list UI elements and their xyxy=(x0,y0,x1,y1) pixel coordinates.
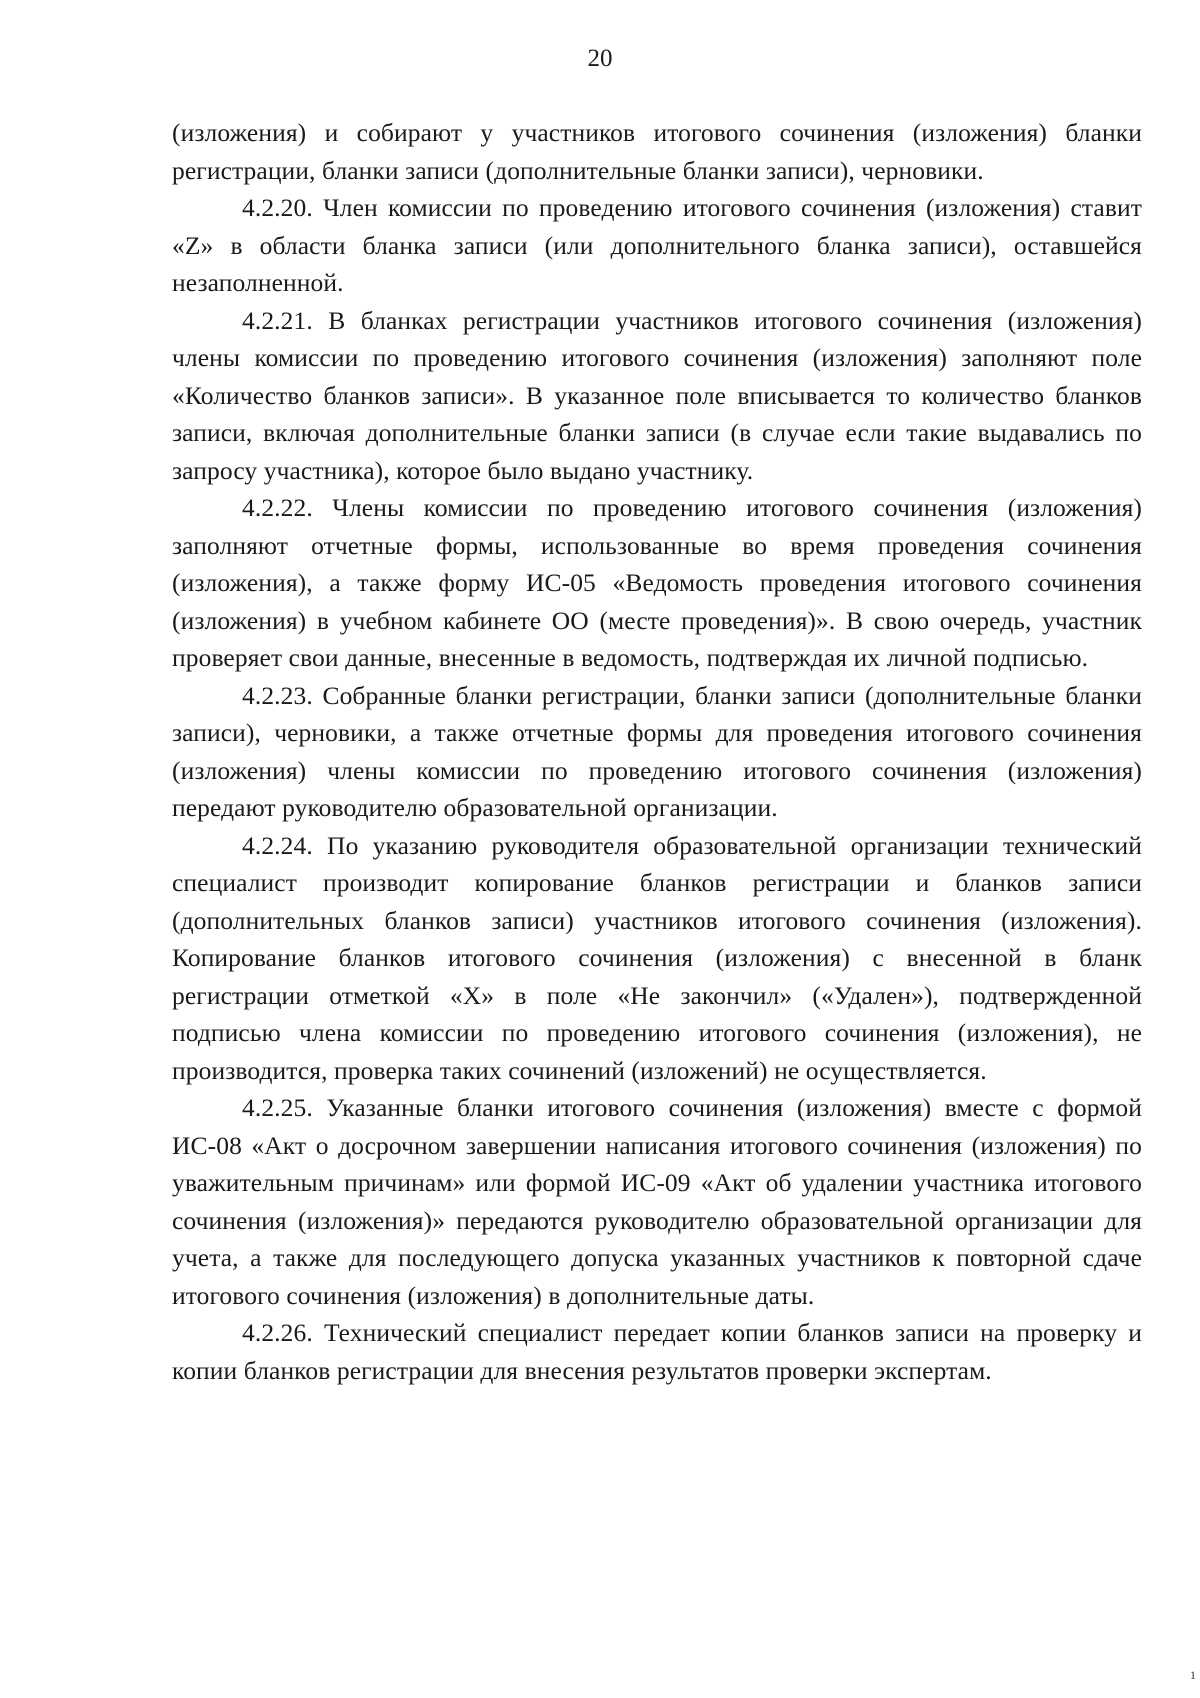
paragraph-continuation: (изложения) и собирают у участников итогового сочинения (изложения) бланки регистрации, бланки записи (дополнительные бланки записи), черновики. xyxy=(172,118,1142,185)
paragraph-4-2-26: 4.2.26. Технический специалист передает копии бланков записи на проверку и копии бланков регистрации для внесения результатов проверки экспертам. xyxy=(172,1318,1142,1385)
page-number: 20 xyxy=(587,45,613,72)
paragraph-4-2-21: 4.2.21. В бланках регистрации участников итогового сочинения (изложения) члены комиссии по проведению итогового сочинения (изложения) заполняют поле «Количество бланков записи». В указанное поле вписывается то количество бланков записи, включая дополнительные бланки записи (в случае если такие выдавались по запросу участника), которое было выдано участнику. xyxy=(172,305,1142,485)
paragraph-4-2-25: 4.2.25. Указанные бланки итогового сочинения (изложения) вместе с формой ИС-08 «Акт о досрочном завершении написания итогового сочинения (изложения) по уважительным причинам» или формой ИС-09 «Акт об удалении участника итогового сочинения (изложения)» передаются руководителю образовательной организации для учета, а также для последующего допуска указанных участников к повторной сдаче итогового сочинения (изложения) в дополнительные даты. xyxy=(172,1093,1142,1310)
paragraph-4-2-22: 4.2.22. Члены комиссии по проведению итогового сочинения (изложения) заполняют отчетные формы, использованные во время проведения сочинения (изложения), а также форму ИС-05 «Ведомость проведения итогового сочинения (изложения) в учебном кабинете ОО (месте проведения)». В свою очередь, участник проверяет свои данные, внесенные в ведомость, подтверждая их личной подписью. xyxy=(172,493,1142,672)
document-body xyxy=(172,114,1142,1389)
paragraph-4-2-20: 4.2.20. Член комиссии по проведению итогового сочинения (изложения) ставит «Z» в области бланка записи (или дополнительного бланка записи), оставшейся незаполненной. xyxy=(172,193,1142,297)
paragraph-4-2-24: 4.2.24. По указанию руководителя образовательной организации технический специалист производит копирование бланков регистрации и бланков записи (дополнительных бланков записи) участников итогового сочинения (изложения). Копирование бланков итогового сочинения (изложения) с внесенной в бланк регистрации отметкой «X» в поле «Не закончил» («Удален»), подтвержденной подписью члена комиссии по проведению итогового сочинения (изложения), не производится, проверка таких сочинений (изложений) не осуществляется. xyxy=(172,830,1142,1085)
edge-mark: 1 xyxy=(1190,1668,1196,1682)
paragraph-4-2-23: 4.2.23. Собранные бланки регистрации, бланки записи (дополнительные бланки записи), черновики, а также отчетные формы для проведения итогового сочинения (изложения) члены комиссии по проведению итогового сочинения (изложения) передают руководителю образовательной организации. xyxy=(172,680,1142,822)
